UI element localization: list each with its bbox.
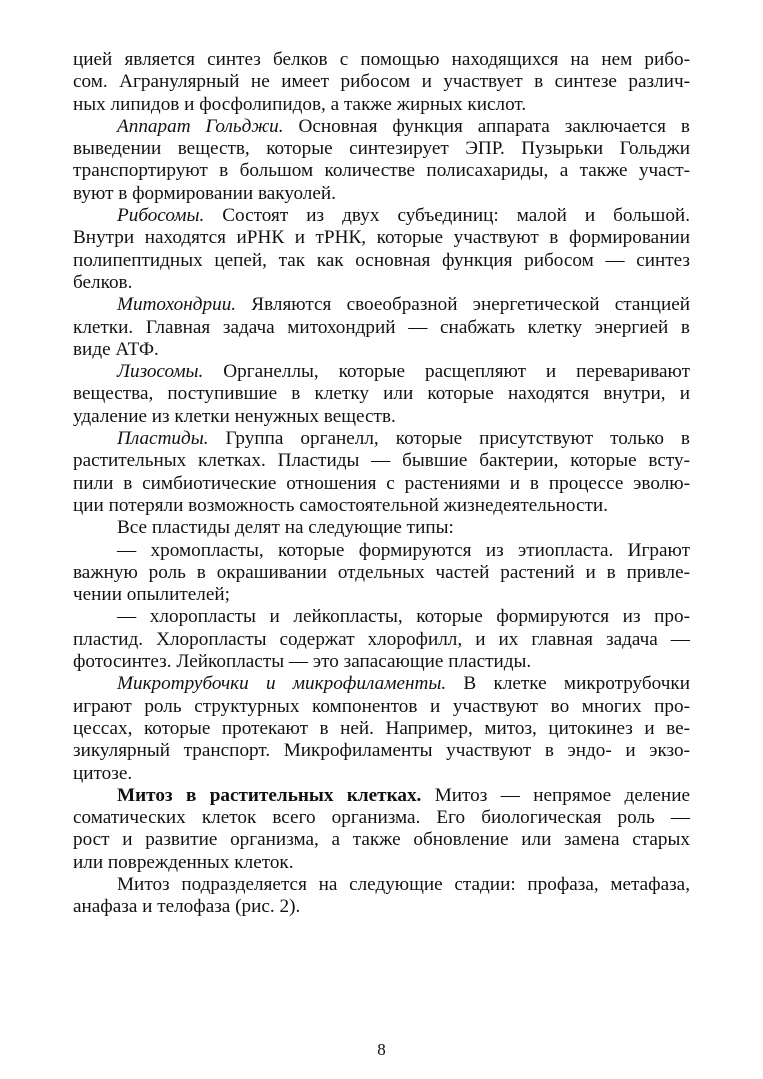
italic-term: Пластиды. xyxy=(117,428,209,450)
text-run: пластид. Хлоропласты содержат хлорофилл, и их главная задача — xyxy=(73,628,690,650)
text-line xyxy=(73,383,690,405)
text-run: — хлоропласты и лейкопласты, которые формируются из про- xyxy=(117,606,690,628)
text-run: — хромопласты, которые формируются из этиопласта. Играют xyxy=(117,539,690,561)
text-line xyxy=(73,740,690,762)
italic-term: Лизосомы. xyxy=(117,361,204,383)
text-line xyxy=(73,227,690,249)
text-line xyxy=(73,629,690,651)
text-line xyxy=(73,718,690,740)
text-line xyxy=(73,651,690,673)
text-run: ных липидов и фосфолипидов, а также жирных кислот. xyxy=(73,93,527,115)
text-line xyxy=(73,317,690,339)
text-line xyxy=(73,406,690,428)
text-line xyxy=(73,852,690,874)
text-line xyxy=(73,138,690,160)
text-run: Основная функция аппарата заключается в xyxy=(283,115,690,137)
body-text xyxy=(73,49,690,919)
text-run: анафаза и телофаза (рис. 2). xyxy=(73,896,301,918)
text-line xyxy=(73,361,690,383)
text-run: Состоят из двух субъединиц: малой и большой. xyxy=(204,205,690,227)
text-run: цитозе. xyxy=(73,762,133,784)
text-run: фотосинтез. Лейкопласты — это запасающие пластиды. xyxy=(73,651,532,673)
text-line xyxy=(73,49,690,71)
text-line xyxy=(73,94,690,116)
text-run: белков. xyxy=(73,271,133,293)
text-line xyxy=(73,495,690,517)
text-run: Все пластиды делят на следующие типы: xyxy=(117,517,454,539)
text-line xyxy=(73,450,690,472)
text-run: виде АТФ. xyxy=(73,338,159,360)
text-run: транспортируют в большом количестве полисахариды, а также участ- xyxy=(73,160,690,182)
text-run: Являются своеобразной энергетической станцией xyxy=(236,294,690,316)
text-run: цией является синтез белков с помощью находящихся на нем рибо- xyxy=(73,49,690,70)
text-run: Внутри находятся иРНК и тРНК, которые участвуют в формировании xyxy=(73,227,690,249)
text-line xyxy=(73,606,690,628)
text-line xyxy=(73,272,690,294)
italic-term: Митохондрии. xyxy=(117,294,237,316)
text-line xyxy=(73,428,690,450)
text-run: играют роль структурных компонентов и участвуют во многих про- xyxy=(73,695,690,717)
text-run: клетки. Главная задача митохондрий — снабжать клетку энергией в xyxy=(73,316,690,338)
text-line xyxy=(73,829,690,851)
text-run: вуют в формировании вакуолей. xyxy=(73,182,336,204)
text-line xyxy=(73,540,690,562)
italic-term: Рибосомы. xyxy=(117,205,205,227)
text-line xyxy=(73,874,690,896)
text-line xyxy=(73,160,690,182)
text-line xyxy=(73,763,690,785)
text-run: пили в симбиотические отношения с растениями и в процессе эволю- xyxy=(73,472,690,494)
text-run: Органеллы, которые расщепляют и переваривают xyxy=(203,361,690,383)
text-line xyxy=(73,250,690,272)
text-run: полипептидных цепей, так как основная функция рибосом — синтез xyxy=(73,249,690,271)
text-run: ции потеряли возможность самостоятельной жизнедеятельности. xyxy=(73,494,608,516)
text-line xyxy=(73,183,690,205)
text-line xyxy=(73,116,690,138)
text-run: важную роль в окрашивании отдельных частей растений и в привле- xyxy=(73,561,690,583)
text-line xyxy=(73,896,690,918)
text-line xyxy=(73,71,690,93)
text-run: вещества, поступившие в клетку или которые находятся внутри, и xyxy=(73,383,690,405)
text-run: удаление из клетки ненужных веществ. xyxy=(73,405,396,427)
text-run: или поврежденных клеток. xyxy=(73,851,294,873)
text-run: рост и развитие организма, а также обновление или замена старых xyxy=(73,829,690,851)
text-line xyxy=(73,562,690,584)
text-run: зикулярный транспорт. Микрофиламенты участвуют в эндо- и экзо- xyxy=(73,740,690,762)
text-line xyxy=(73,517,690,539)
text-line xyxy=(73,807,690,829)
text-line xyxy=(73,696,690,718)
text-line xyxy=(73,205,690,227)
text-run: растительных клетках. Пластиды — бывшие бактерии, которые всту- xyxy=(73,450,690,472)
italic-term: Микротрубочки и микрофиламенты. xyxy=(117,673,447,695)
text-line xyxy=(73,473,690,495)
text-run: Митоз подразделяется на следующие стадии: профаза, метафаза, xyxy=(117,873,690,895)
page-number: 8 xyxy=(377,1040,386,1059)
text-run: выведении веществ, которые синтезирует ЭПР. Пузырьки Гольджи xyxy=(73,138,690,160)
text-run: Группа органелл, которые присутствуют только в xyxy=(208,428,690,450)
text-line xyxy=(73,673,690,695)
text-run: чении опылителей; xyxy=(73,584,230,606)
text-run: Митоз — непрямое деление xyxy=(421,784,690,806)
bold-heading: Митоз в растительных клетках. xyxy=(117,784,422,806)
text-run: В клетке микротрубочки xyxy=(446,673,690,695)
text-run: сом. Агранулярный не имеет рибосом и участвует в синтезе различ- xyxy=(73,71,690,93)
text-line xyxy=(73,339,690,361)
italic-term: Аппарат Гольджи. xyxy=(117,115,284,137)
text-line xyxy=(73,584,690,606)
text-run: цессах, которые протекают в ней. Например, митоз, цитокинез и ве- xyxy=(73,717,690,739)
text-line xyxy=(73,785,690,807)
text-line xyxy=(73,294,690,316)
text-run: соматических клеток всего организма. Его биологическая роль — xyxy=(73,807,690,829)
